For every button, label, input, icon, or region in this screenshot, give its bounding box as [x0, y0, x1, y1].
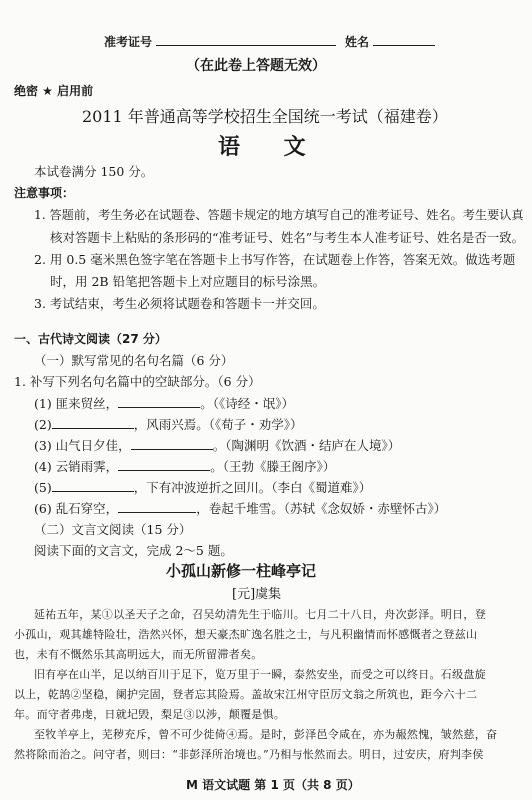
- section1-heading: 一、古代诗文阅读（27 分）: [14, 332, 167, 346]
- score-note: 本试卷满分 150 分。: [34, 164, 154, 179]
- notes-heading: 注意事项：: [14, 186, 75, 200]
- note-2-line1: 2. 用 0.5 毫米黑色签字笔在答题卡上书写作答，在试题卷上作答，答案无效。做选考题: [34, 252, 516, 267]
- invalid-notice: （在此卷上答题无效）: [186, 58, 326, 74]
- passage-title: 小孤山新修一柱峰亭记: [166, 562, 317, 580]
- subject-title: 语 文: [218, 135, 324, 160]
- fill-item-2: [34, 415, 302, 433]
- exam-title: 2011 年普通高等学校招生全国统一考试（福建卷）: [82, 107, 448, 126]
- passage-line-1: 延祐五年，某①以圣天子之命，召吴幼清先生于临川。七月二十八日，舟次彭泽。明日，登: [34, 608, 486, 621]
- exam-id-field: [104, 33, 336, 50]
- note-2-line2: 时，用 2B 铅笔把答题卡上对应题目的标号涂黑。: [50, 274, 326, 289]
- section1-sub1: （一）默写常见的名句名篇（6 分）: [34, 353, 234, 368]
- fill-item-5-post: ，下有冲波逆折之回川。（李白《蜀道难》）: [133, 480, 372, 495]
- fill-item-3: [34, 436, 400, 454]
- fill-item-1-post: 。（《诗经・氓》）: [200, 396, 294, 411]
- fill-item-6: [34, 499, 446, 517]
- reading-instruction: 阅读下面的文言文，完成 2～5 题。: [34, 543, 233, 558]
- fill-item-5: [34, 478, 371, 496]
- name-underline: [373, 33, 435, 46]
- fill-item-6-post: ，卷起千堆雪。（苏轼《念奴娇・赤壁怀古》）: [196, 501, 447, 516]
- fill-item-3-pre: (3) 山气日夕佳，: [34, 438, 131, 453]
- fill-item-1-pre: (1) 匪来贸丝，: [34, 396, 119, 411]
- fill-item-5-pre: (5): [34, 480, 52, 495]
- passage-line-2: 小孤山，观其雄特险壮，浩然兴怀，想天豪杰旷逸名胜之士，与凡积幽情而怀感慨者之登兹山: [14, 628, 478, 641]
- passage-line-5: 以上，乾鹄②坚稳，阑护完固，登者忘其险焉。盖故宋江州守臣厉文翁之所筑也，距今六十二: [14, 688, 478, 701]
- fill-item-4-post: 。（王勃《滕王阁序》）: [210, 459, 336, 474]
- page-footer: M 语文试题 第 1 页（共 8 页）: [186, 778, 360, 792]
- fill-item-1: [34, 394, 294, 412]
- passage-line-8: 然将除而治之。问守者，则曰：“非彭泽所治境也。”乃相与怅然而去。明日，过安庆，府判李侯: [14, 748, 484, 761]
- passage-line-3: 也，未有不慨然乐其高明远大，而无所留滞者矣。: [14, 648, 263, 661]
- passage-line-7: 至牧羊亭上，芜秽充斥，曾不可少徙倚④焉。是时，彭泽邑令咸在，亦为赧然愧，皱然慈，奋: [34, 728, 498, 741]
- fill-item-2-post: ，风雨兴焉。（《荀子・劝学》）: [133, 417, 303, 432]
- note-3-line1: 3. 考试结束，考生必须将试题卷和答题卡一并交回。: [34, 296, 325, 311]
- fill-item-3-post: 。（陶渊明《饮酒・结庐在人境》）: [212, 438, 401, 453]
- passage-line-6: 年。而守者弗虔，日就圮毁，梨足③以涉，颠覆是惧。: [14, 708, 286, 721]
- note-1-line1: 1. 答题前，考生务必在试题卷、答题卡规定的地方填写自己的准考证号、姓名。考生要认真: [34, 208, 524, 222]
- fill-item-4: [34, 457, 335, 475]
- question-1: 1. 补写下列名句名篇中的空缺部分。（6 分）: [14, 374, 261, 389]
- fill-blank-1: [118, 397, 200, 408]
- fill-item-4-pre: (4) 云销雨霁，: [34, 459, 119, 474]
- note-1-line2: 核对答题卡上粘贴的条形码的“准考证号、姓名”与考生本人准考证号、姓名是否一致。: [50, 230, 525, 245]
- passage-author: [元]虞集: [232, 587, 282, 602]
- fill-blank-2: [52, 418, 134, 429]
- fill-blank-6: [118, 502, 196, 513]
- exam-id-underline: [156, 33, 336, 46]
- name-field: [345, 33, 435, 50]
- fill-blank-5: [52, 481, 134, 492]
- fill-item-6-pre: (6) 乱石穿空，: [34, 501, 119, 516]
- exam-id-label: 准考证号: [104, 35, 153, 49]
- fill-item-2-pre: (2): [34, 417, 52, 432]
- fill-blank-3: [131, 439, 213, 450]
- secret-mark: 绝密 ★ 启用前: [14, 84, 94, 98]
- passage-line-4: 旧有亭在山半，足以纳百川于足下，览万里于一瞬，泰然安坐，而受之可以终日。石级盘旋: [34, 668, 486, 681]
- section1-sub2: （二）文言文阅读（15 分）: [34, 522, 192, 537]
- name-label: 姓名: [345, 35, 370, 49]
- fill-blank-4: [118, 460, 210, 471]
